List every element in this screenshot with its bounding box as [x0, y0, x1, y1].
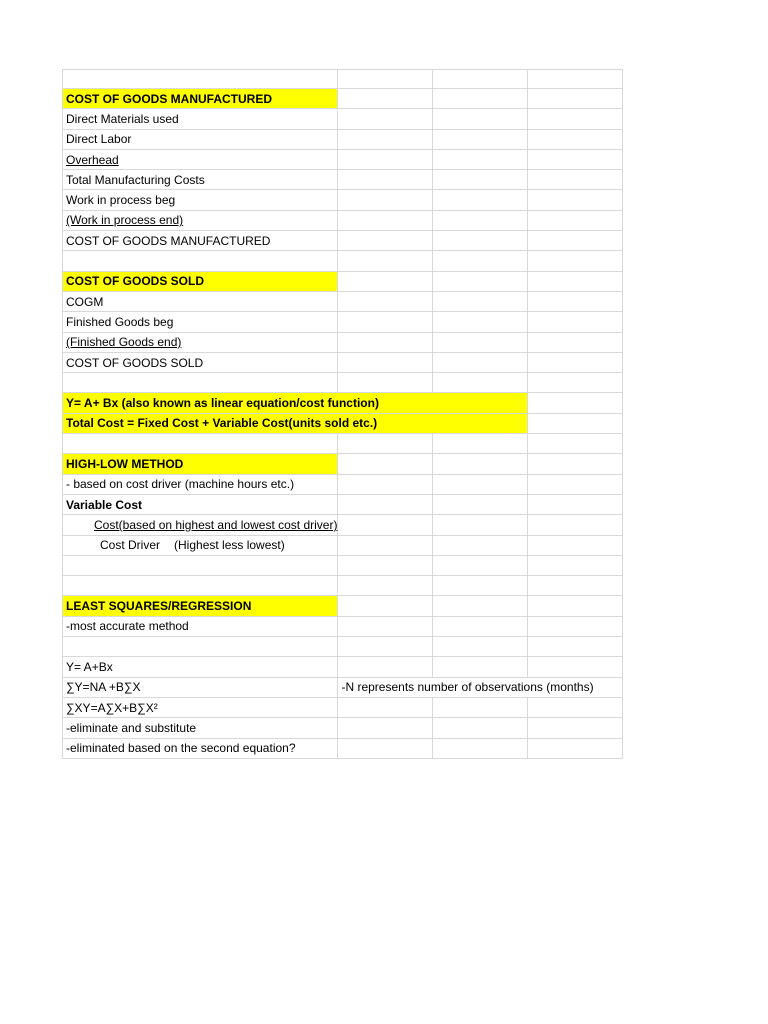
cogm-total-cell[interactable]: COST OF GOODS MANUFACTURED	[63, 231, 338, 251]
cogm-header-cell[interactable]: COST OF GOODS MANUFACTURED	[63, 89, 338, 109]
cell[interactable]	[528, 89, 623, 109]
cogs-total-cell[interactable]: COST OF GOODS SOLD	[63, 352, 338, 372]
cell[interactable]	[528, 373, 623, 393]
cell[interactable]	[433, 515, 528, 535]
cell[interactable]	[528, 231, 623, 251]
cell[interactable]	[433, 697, 528, 717]
grid-row	[63, 129, 623, 149]
cell[interactable]	[338, 210, 433, 230]
cell[interactable]	[338, 434, 433, 454]
cell[interactable]	[338, 555, 433, 575]
cell[interactable]	[338, 89, 433, 109]
regression-eq-cell[interactable]: ∑XY=A∑X+B∑X²	[63, 697, 338, 717]
grid-row	[63, 190, 623, 210]
equation-line-cell[interactable]: Y= A+ Bx (also known as linear equation/cost function)	[63, 393, 528, 413]
cell[interactable]	[63, 251, 338, 271]
cell[interactable]	[338, 718, 433, 738]
regression-step-cell[interactable]: -eliminated based on the second equation?	[63, 738, 338, 758]
grid-row	[63, 312, 623, 332]
cell[interactable]	[338, 616, 433, 636]
grid-row	[63, 616, 623, 636]
cell[interactable]	[433, 657, 528, 677]
cell[interactable]	[528, 251, 623, 271]
grid-row	[63, 657, 623, 677]
cell[interactable]	[528, 413, 623, 433]
grid-row	[63, 535, 623, 555]
regression-eq-cell[interactable]: ∑Y=NA +B∑X	[63, 677, 338, 697]
cell[interactable]	[433, 596, 528, 616]
cell[interactable]	[433, 129, 528, 149]
cell[interactable]	[433, 109, 528, 129]
grid-row	[63, 231, 623, 251]
cell[interactable]	[433, 616, 528, 636]
variable-cost-cell[interactable]: Variable Cost	[63, 494, 338, 514]
cell[interactable]	[433, 89, 528, 109]
cogm-line-cell[interactable]: (Work in process end)	[63, 210, 338, 230]
grid-row	[63, 332, 623, 352]
cell[interactable]	[338, 190, 433, 210]
cell[interactable]	[338, 109, 433, 129]
cogs-header-cell[interactable]: COST OF GOODS SOLD	[63, 271, 338, 291]
cell[interactable]	[338, 697, 433, 717]
cell[interactable]	[433, 251, 528, 271]
cell[interactable]	[63, 576, 338, 596]
regression-eq-cell[interactable]: Y= A+Bx	[63, 657, 338, 677]
cell[interactable]	[338, 352, 433, 372]
cell[interactable]	[528, 657, 623, 677]
cell[interactable]	[338, 70, 433, 89]
cell[interactable]	[528, 637, 623, 657]
cell[interactable]	[528, 271, 623, 291]
cell[interactable]	[433, 70, 528, 89]
cell[interactable]	[528, 596, 623, 616]
grid-row	[63, 738, 623, 758]
grid-row	[63, 89, 623, 109]
cell[interactable]	[528, 718, 623, 738]
cell[interactable]	[433, 494, 528, 514]
cogm-line-cell[interactable]: Overhead	[63, 149, 338, 169]
cell[interactable]	[433, 637, 528, 657]
cell[interactable]	[338, 231, 433, 251]
cell[interactable]	[528, 312, 623, 332]
cell[interactable]	[338, 657, 433, 677]
cell[interactable]	[528, 738, 623, 758]
denominator-detail: (Highest less lowest)	[174, 538, 285, 553]
cell[interactable]	[528, 129, 623, 149]
cell[interactable]	[338, 170, 433, 190]
cell[interactable]	[433, 352, 528, 372]
cell[interactable]	[528, 515, 623, 535]
cell[interactable]	[338, 515, 433, 535]
cell[interactable]	[338, 474, 433, 494]
cogm-line-cell[interactable]: Direct Materials used	[63, 109, 338, 129]
cell[interactable]	[433, 555, 528, 575]
regression-step-cell[interactable]: -eliminate and substitute	[63, 718, 338, 738]
highlow-note-cell[interactable]: - based on cost driver (machine hours etc.)	[63, 474, 338, 494]
grid-row	[63, 291, 623, 311]
cogs-line-cell[interactable]: (Finished Goods end)	[63, 332, 338, 352]
grid-row	[63, 474, 623, 494]
formula-numerator	[66, 518, 337, 532]
grid-row	[63, 149, 623, 169]
cell[interactable]	[528, 555, 623, 575]
equation-line-cell[interactable]: Total Cost = Fixed Cost + Variable Cost(units sold etc.)	[63, 413, 528, 433]
grid-row	[63, 697, 623, 717]
regression-header-cell[interactable]: LEAST SQUARES/REGRESSION	[63, 596, 338, 616]
cell[interactable]	[63, 555, 338, 575]
cell[interactable]	[433, 738, 528, 758]
cell[interactable]	[338, 494, 433, 514]
cell[interactable]	[63, 434, 338, 454]
cell[interactable]	[528, 474, 623, 494]
grid-row	[63, 454, 623, 474]
denominator-label: Cost Driver	[100, 538, 161, 553]
grid-row	[63, 677, 623, 697]
regression-eq-note-cell[interactable]: -N represents number of observations (months)	[338, 677, 623, 697]
cell[interactable]	[338, 596, 433, 616]
cell[interactable]	[338, 454, 433, 474]
formula-denominator-cell[interactable]	[63, 535, 338, 555]
grid-row	[63, 271, 623, 291]
cell[interactable]	[338, 291, 433, 311]
grid-row	[63, 352, 623, 372]
cell[interactable]	[338, 373, 433, 393]
cell[interactable]	[433, 210, 528, 230]
grid-row	[63, 637, 623, 657]
cell[interactable]	[528, 70, 623, 89]
cell[interactable]	[433, 373, 528, 393]
cell[interactable]	[433, 454, 528, 474]
grid-row	[63, 251, 623, 271]
cell[interactable]	[528, 616, 623, 636]
grid-row	[63, 494, 623, 514]
cell[interactable]	[528, 494, 623, 514]
numerator-text: Cost(based on highest and lowest cost driver)	[94, 517, 338, 532]
grid-row	[63, 576, 623, 596]
cell[interactable]	[528, 352, 623, 372]
cell[interactable]	[528, 393, 623, 413]
cell[interactable]	[433, 718, 528, 738]
cell[interactable]	[433, 291, 528, 311]
regression-note-cell[interactable]: -most accurate method	[63, 616, 338, 636]
cell[interactable]	[528, 697, 623, 717]
cell[interactable]	[63, 70, 338, 89]
cell[interactable]	[433, 535, 528, 555]
cell[interactable]	[528, 332, 623, 352]
cell[interactable]	[433, 170, 528, 190]
cell[interactable]	[338, 332, 433, 352]
cell[interactable]	[433, 271, 528, 291]
formula-numerator-cell[interactable]	[63, 515, 338, 535]
cell[interactable]	[528, 109, 623, 129]
cell[interactable]	[338, 637, 433, 657]
cell[interactable]	[338, 312, 433, 332]
grid-row	[63, 109, 623, 129]
highlow-header-cell[interactable]: HIGH-LOW METHOD	[63, 454, 338, 474]
cell[interactable]	[528, 434, 623, 454]
cell[interactable]	[433, 231, 528, 251]
cell[interactable]	[528, 291, 623, 311]
cell[interactable]	[338, 129, 433, 149]
cogs-line-cell[interactable]: COGM	[63, 291, 338, 311]
cell[interactable]	[528, 149, 623, 169]
cell[interactable]	[63, 637, 338, 657]
grid-row	[63, 373, 623, 393]
grid-row	[63, 515, 623, 535]
cell[interactable]	[338, 738, 433, 758]
cell[interactable]	[528, 190, 623, 210]
grid-row	[63, 596, 623, 616]
cell[interactable]	[338, 251, 433, 271]
cell[interactable]	[433, 474, 528, 494]
grid-row	[63, 70, 623, 89]
cell[interactable]	[338, 576, 433, 596]
grid-row	[63, 434, 623, 454]
cell[interactable]	[433, 332, 528, 352]
cell[interactable]	[63, 373, 338, 393]
cell[interactable]	[528, 210, 623, 230]
cogm-line-cell[interactable]: Work in process beg	[63, 190, 338, 210]
cell[interactable]	[528, 170, 623, 190]
cell[interactable]	[433, 434, 528, 454]
grid-row	[63, 413, 623, 433]
cell[interactable]	[528, 535, 623, 555]
spreadsheet-grid	[62, 69, 623, 759]
cogm-line-cell[interactable]: Direct Labor	[63, 129, 338, 149]
grid-row	[63, 210, 623, 230]
cogs-line-cell[interactable]: Finished Goods beg	[63, 312, 338, 332]
grid-row	[63, 555, 623, 575]
cell[interactable]	[338, 271, 433, 291]
cell[interactable]	[528, 576, 623, 596]
cell[interactable]	[433, 149, 528, 169]
cell[interactable]	[338, 535, 433, 555]
grid-row	[63, 170, 623, 190]
cell[interactable]	[338, 149, 433, 169]
cogm-line-cell[interactable]: Total Manufacturing Costs	[63, 170, 338, 190]
cell[interactable]	[528, 454, 623, 474]
cell[interactable]	[433, 312, 528, 332]
grid-row	[63, 718, 623, 738]
cell[interactable]	[433, 576, 528, 596]
cell[interactable]	[433, 190, 528, 210]
grid-row	[63, 393, 623, 413]
